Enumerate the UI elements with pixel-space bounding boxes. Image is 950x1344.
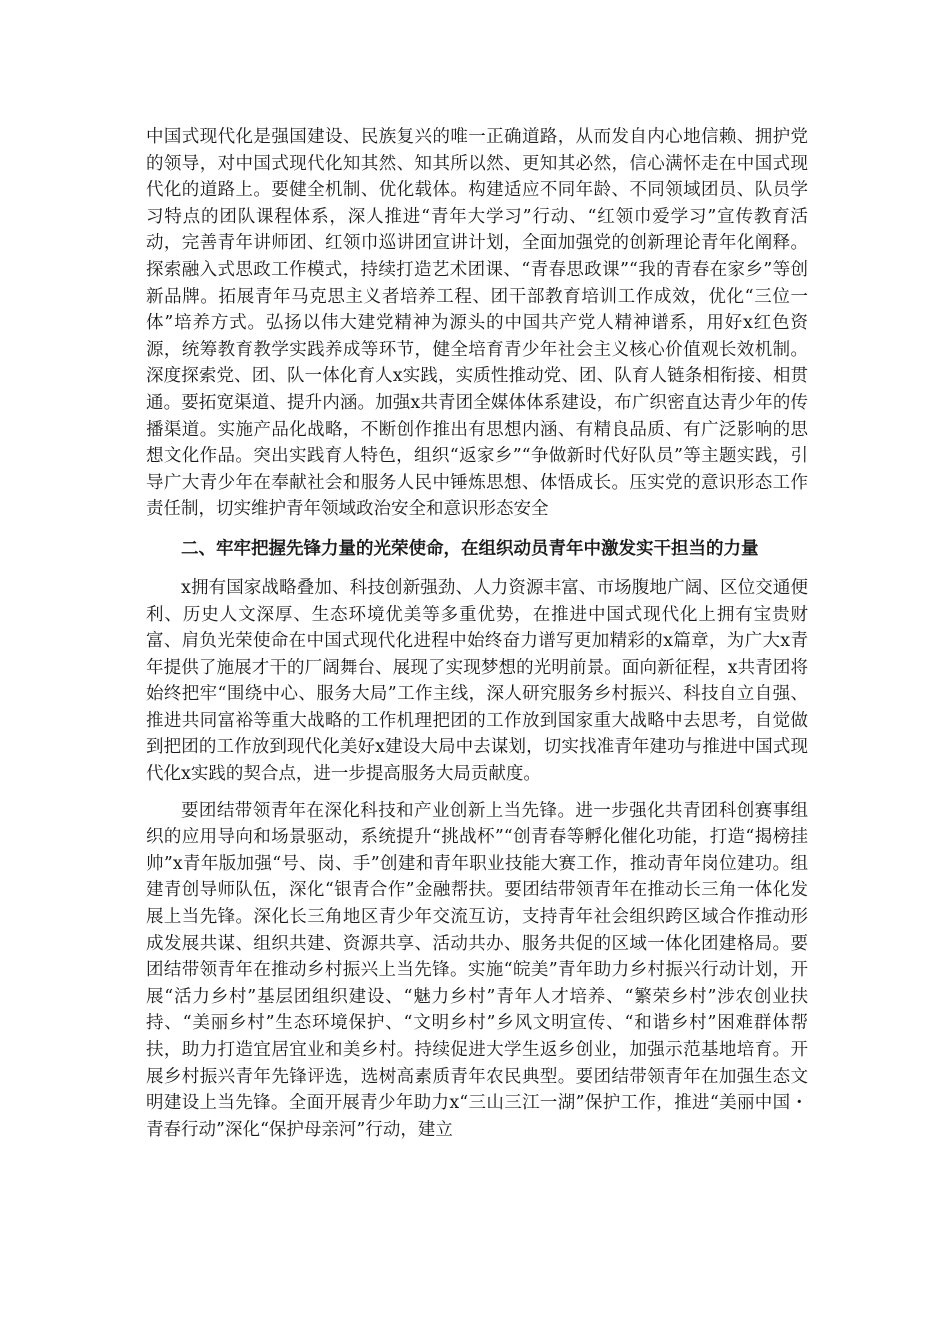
section-heading: 二、牢牢把握先锋力量的光荣使命，在组织动员青年中激发实干担当的力量 [181,538,759,559]
paragraph: 要团结带领青年在深化科技和产业创新上当先锋。进一步强化共青团科创赛事组织的应用导向和场景驱动，系统提升“挑战杯”“创青春等孵化催化功能，打造“揭榜挂帅”x青年版加强“号、岗、手”创建和青年职业技能大赛工作，推动青年岗位建功。组建青创导师队伍，深化“银青合作”金融帮扶。要团结带领青年在推动长三角一体化发展上当先锋。深化长三角地区青少年交流互访，支持青年社会组织跨区域合作推动形成发展共谋、组织共建、资源共享、活动共办、服务共促的区域一体化团建格局。要团结带领青年在推动乡村振兴上当先锋。实施“皖美”青年助力乡村振兴行动计划，开展“活力乡村”基层团组织建设、“魅力乡村”青年人才培养、“繁荣乡村”涉农创业扶持、“美丽乡村”生态环境保护、“文明乡村”乡风文明宣传、“和谐乡村”困难群体帮扶，助力打造宜居宜业和美乡村。持续促进大学生返乡创业，加强示范基地培育。开展乡村振兴青年先锋评选，选树高素质青年农民典型。要团结带领青年在加强生态文明建设上当先锋。全面开展青少年助力x“三山三江一湖”保护工作，推进“美丽中国・青春行动”深化“保护母亲河”行动，建立 [146,800,808,1140]
document-body [146,124,808,1143]
paragraph: x拥有国家战略叠加、科技创新强劲、人力资源丰富、市场腹地广阔、区位交通便利、历史人文深厚、生态环境优美等多重优势，在推进中国式现代化上拥有宝贵财富、肩负光荣使命在中国式现代化进程中始终奋力谱写更加精彩的x篇章，为广大x青年提供了施展才干的厂阔舞台、展现了实现梦想的光明前景。面向新征程，x共青团将始终把牢“围绕中心、服务大局”工作主线，深人研究服务乡村振兴、科技自立自强、推进共同富裕等重大战略的工作机理把团的工作放到国家重大战略中去思考，自觉做到把团的工作放到现代化美好x建设大局中去谋划，切实找准青年建功与推进中国式现代化x实践的契合点，进一步提高服务大局贡献度。 [146,577,808,785]
paragraph-continued: 中国式现代化是强国建设、民族复兴的唯一正确道路，从而发自内心地信赖、拥护党的领导，对中国式现代化知其然、知其所以然、更知其必然，信心满怀走在中国式现代化的道路上。要健全机制、优化载体。构建适应不同年龄、不同领域团员、队员学习特点的团队课程体系，深人推进“青年大学习”行动、“红领巾爱学习”宣传教育活动，完善青年讲师团、红领巾巡讲团宣讲计划，全面加强党的创新理论青年化阐释。探索融入式思政工作模式，持续打造艺术团课、“青春思政课”“我的青春在家乡”等创新品牌。拓展青年马克思主义者培养工程、团干部教育培训工作成效，优化“三位一体”培养方式。弘扬以伟大建党精神为源头的中国共产党人精神谱系，用好x红色资源，统筹教育教学实践养成等环节，健全培育青少年社会主义核心价值观长效机制。深度探索党、团、队一体化育人x实践，实质性推动党、团、队育人链条相衔接、相贯通。要拓宽渠道、提升内涵。加强x共青团全媒体体系建设，布广织密直达青少年的传播渠道。实施产品化战略，不断创作推出有思想内涵、有精良品质、有广泛影响的思想文化作品。突出实践育人特色，组织“返家乡”“争做新时代好队员”等主题实践，引导广大青少年在奉献社会和服务人民中锤炼思想、体悟成长。压实党的意识形态工作责任制，切实维护青年领域政治安全和意识形态安全 [146,127,808,520]
